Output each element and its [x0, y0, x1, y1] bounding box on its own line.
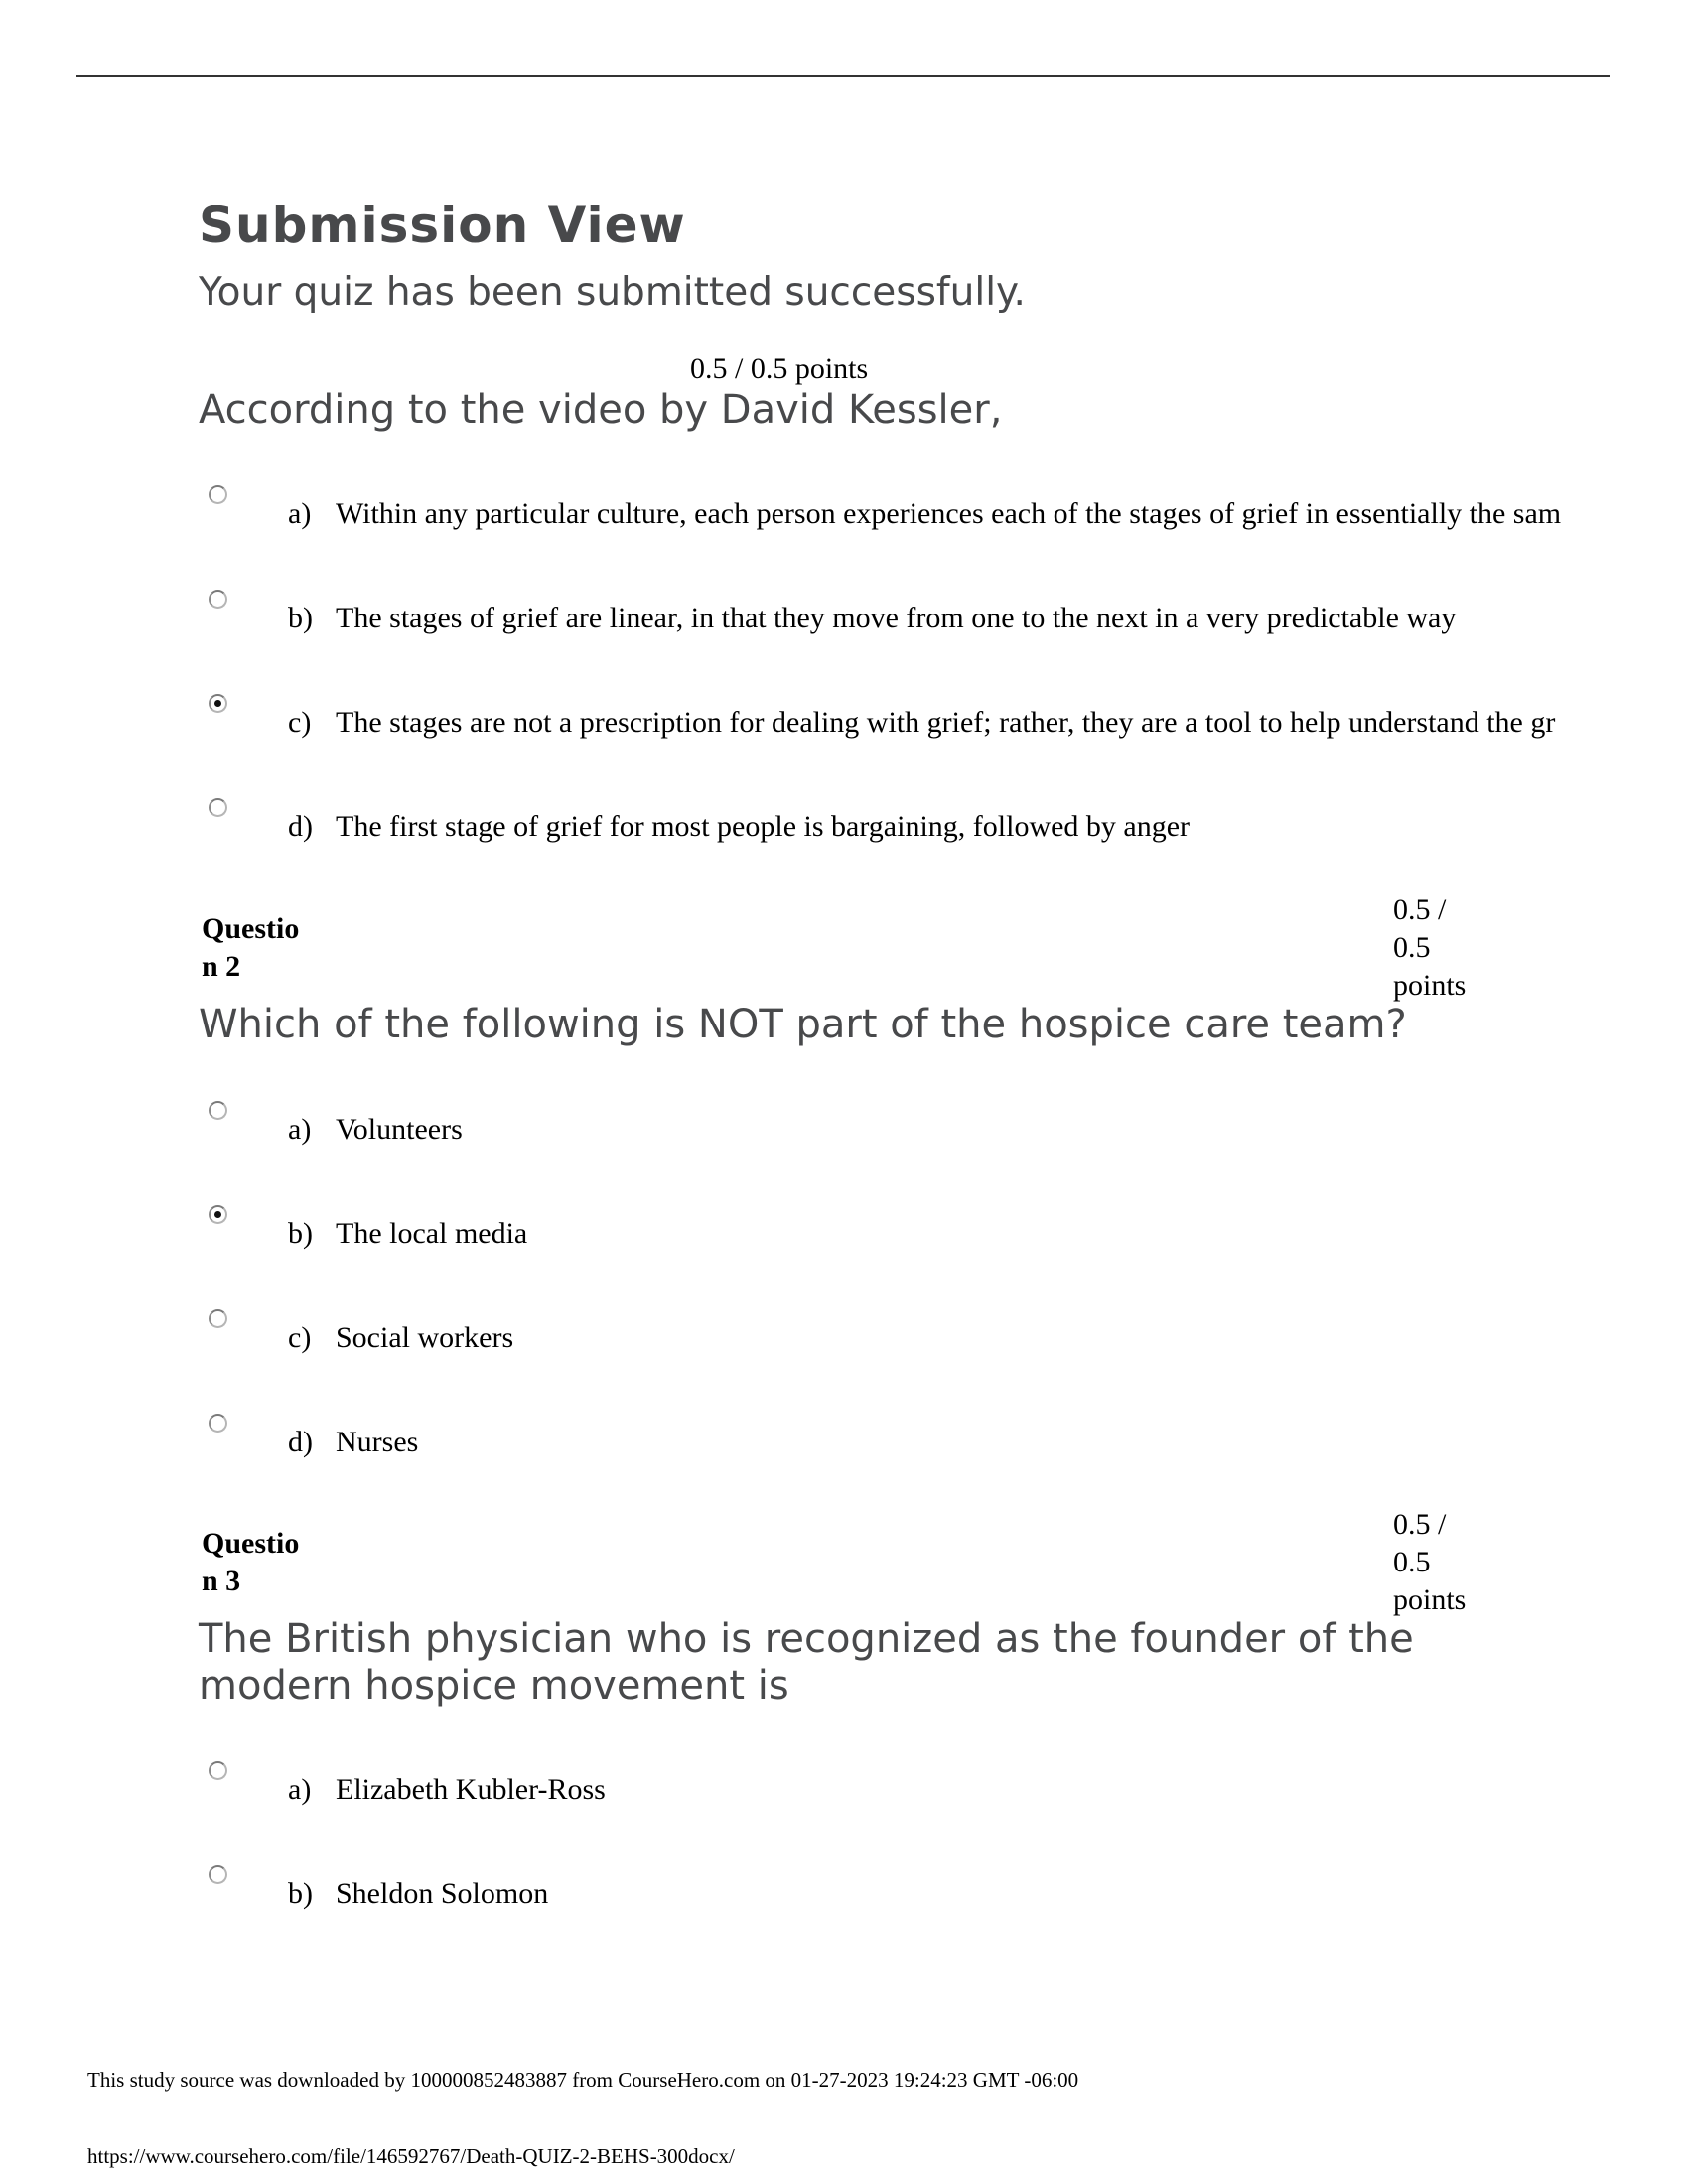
source-url[interactable]: https://www.coursehero.com/file/146592767/Death-QUIZ-2-BEHS-300docx/ [87, 2144, 735, 2168]
q3-option-a-radio[interactable] [209, 1761, 227, 1780]
q1-option-c [288, 706, 1555, 740]
option-letter: d) [288, 1426, 313, 1458]
option-letter: a) [288, 1113, 312, 1146]
option-text: Nurses [336, 1426, 419, 1458]
question-2-text: Which of the following is NOT part of the hospice care team? [199, 1002, 1407, 1047]
option-letter: a) [288, 1773, 312, 1806]
download-note: This study source was downloaded by 100000852483887 from CourseHero.com on 01-27-2023 19:24:23 GMT -06:00 [87, 2068, 1079, 2092]
option-letter: d) [288, 810, 313, 843]
option-letter: b) [288, 1877, 313, 1910]
q1-option-c-radio[interactable] [209, 694, 227, 713]
option-text: The first stage of grief for most people is bargaining, followed by anger [336, 810, 1191, 843]
option-text: Sheldon Solomon [336, 1877, 549, 1910]
q2-option-c-radio[interactable] [209, 1309, 227, 1328]
q2-option-d [288, 1426, 418, 1459]
q1-option-d-radio[interactable] [209, 798, 227, 817]
q2-option-a-radio[interactable] [209, 1101, 227, 1120]
top-rule [76, 75, 1610, 77]
option-letter: c) [288, 706, 312, 739]
q2-option-d-radio[interactable] [209, 1414, 227, 1433]
option-text: The stages are not a prescription for dealing with grief; rather, they are a tool to help understand the gr [336, 706, 1556, 739]
option-text: Within any particular culture, each person experiences each of the stages of grief in essentially the sam [336, 497, 1562, 530]
question-3-label: Question 3 [202, 1527, 300, 1597]
option-letter: b) [288, 1217, 313, 1250]
submission-confirmation: Your quiz has been submitted successfully. [199, 270, 1026, 315]
option-text: The stages of grief are linear, in that they move from one to the next in a very predictable way [336, 602, 1457, 634]
option-letter: a) [288, 497, 312, 530]
q3-option-b-radio[interactable] [209, 1865, 227, 1884]
option-letter: c) [288, 1321, 312, 1354]
q1-option-b-radio[interactable] [209, 590, 227, 609]
q3-option-a [288, 1773, 606, 1807]
q3-option-b [288, 1877, 548, 1911]
q1-option-a [288, 497, 1561, 531]
q2-option-b-radio[interactable] [209, 1205, 227, 1224]
option-text: The local media [336, 1217, 528, 1250]
option-text: Social workers [336, 1321, 514, 1354]
q2-option-c [288, 1321, 513, 1355]
question-1-text: According to the video by David Kessler, [199, 387, 1003, 433]
q1-option-b [288, 602, 1456, 635]
question-2-points: 0.5 / 0.5 points [1393, 893, 1467, 1002]
question-2-label: Question 2 [202, 912, 300, 983]
q2-option-b [288, 1217, 527, 1251]
question-3-points: 0.5 / 0.5 points [1393, 1508, 1467, 1616]
q1-option-a-radio[interactable] [209, 485, 227, 504]
q1-option-d [288, 810, 1190, 844]
question-3-text: The British physician who is recognized as the founder of the modern hospice movement is [199, 1616, 1414, 1708]
option-letter: b) [288, 602, 313, 634]
q2-option-a [288, 1113, 463, 1147]
option-text: Volunteers [336, 1113, 463, 1146]
page-title: Submission View [199, 197, 686, 254]
question-1-points: 0.5 / 0.5 points [690, 352, 869, 385]
option-text: Elizabeth Kubler-Ross [336, 1773, 606, 1806]
